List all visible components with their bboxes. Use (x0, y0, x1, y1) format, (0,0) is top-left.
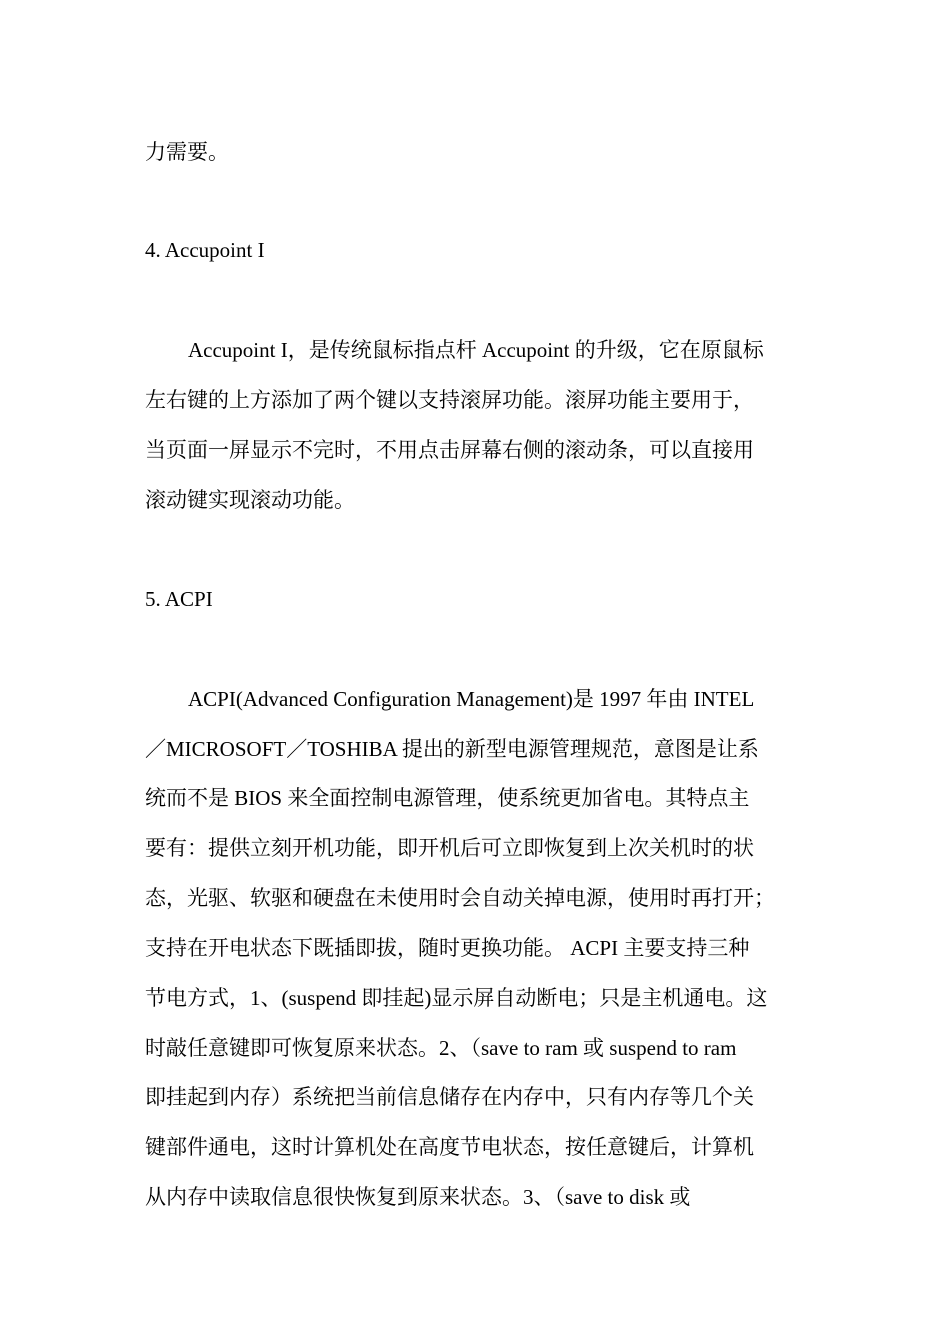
acpi-paragraph-line: 要有：提供立刻开机功能，即开机后可立即恢复到上次关机时的状 (145, 836, 754, 860)
accupoint-paragraph-line: 左右键的上方添加了两个键以支持滚屏功能。滚屏功能主要用于， (145, 388, 754, 412)
accupoint-paragraph-line: 滚动键实现滚动功能。 (145, 488, 355, 512)
acpi-paragraph-line: ／MICROSOFT／TOSHIBA 提出的新型电源管理规范，意图是让系 (145, 737, 759, 761)
acpi-paragraph-line: 从内存中读取信息很快恢复到原来状态。3、（save to disk 或 (145, 1185, 691, 1209)
paragraph-continuation: 力需要。 (145, 140, 229, 164)
acpi-paragraph-line: 键部件通电，这时计算机处在高度节电状态，按任意键后，计算机 (145, 1135, 754, 1159)
accupoint-paragraph-line: Accupoint I，是传统鼠标指点杆 Accupoint 的升级，它在原鼠标 (188, 338, 764, 362)
acpi-paragraph-line: 即挂起到内存）系统把当前信息储存在内存中，只有内存等几个关 (145, 1085, 754, 1109)
acpi-paragraph-line: ACPI(Advanced Configuration Management)是 1997 年由 INTEL (188, 687, 755, 711)
acpi-paragraph-line: 支持在开电状态下既插即拔，随时更换功能。 ACPI 主要支持三种 (145, 936, 750, 960)
acpi-paragraph-line: 节电方式，1、(suspend 即挂起)显示屏自动断电；只是主机通电。这 (145, 986, 768, 1010)
accupoint-paragraph-line: 当页面一屏显示不完时，不用点击屏幕右侧的滚动条，可以直接用 (145, 438, 754, 462)
acpi-paragraph-line: 态，光驱、软驱和硬盘在未使用时会自动关掉电源，使用时再打开； (145, 886, 775, 910)
acpi-paragraph-line: 时敲任意键即可恢复原来状态。2、（save to ram 或 suspend to ram (145, 1036, 737, 1060)
section-heading-accupoint: 4. Accupoint I (145, 238, 265, 262)
section-heading-acpi: 5. ACPI (145, 587, 213, 611)
acpi-paragraph-line: 统而不是 BIOS 来全面控制电源管理，使系统更加省电。其特点主 (145, 786, 750, 810)
